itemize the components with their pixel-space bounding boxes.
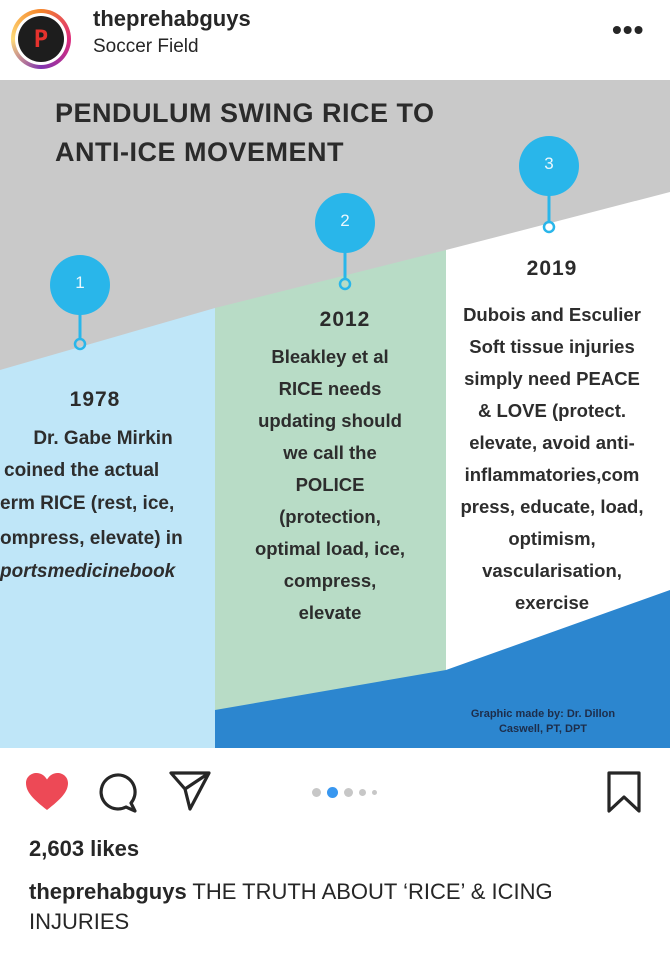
col1-text-line: portsmedicinebook xyxy=(0,561,176,582)
caption-text: THE TRUTH ABOUT ‘RICE’ & ICING INJURIES xyxy=(29,879,553,934)
carousel-dot xyxy=(327,787,338,798)
col2-text-line: Bleakley et al xyxy=(271,346,389,367)
col1-text-line: coined the actual xyxy=(4,460,160,481)
post-image-infographic[interactable] xyxy=(0,80,670,748)
post-username[interactable]: theprehabguys xyxy=(93,6,251,31)
year-2012: 2012 xyxy=(319,308,371,331)
avatar[interactable] xyxy=(18,16,64,62)
carousel-indicator xyxy=(312,787,377,798)
col3-text-line: simply need PEACE xyxy=(464,368,640,389)
more-horizontal-icon[interactable]: ••• xyxy=(612,14,645,45)
col1-text-line: ompress, elevate) in xyxy=(0,528,183,549)
carousel-dot xyxy=(344,788,353,797)
col2-text-line: (protection, xyxy=(279,506,381,527)
col2-text-line: compress, xyxy=(283,570,377,591)
post-header xyxy=(0,0,670,80)
col1-text-line: erm RICE (rest, ice, xyxy=(0,493,175,514)
col1-text-line: Dr. Gabe Mirkin xyxy=(33,428,173,449)
col3-text-line: elevate, avoid anti- xyxy=(469,432,635,453)
heart-filled-icon[interactable] xyxy=(25,772,69,812)
carousel-dot xyxy=(359,789,366,796)
caption-username[interactable]: theprehabguys xyxy=(29,879,187,904)
year-2019: 2019 xyxy=(526,257,578,280)
infographic-title-line1: PENDULUM SWING RICE TO xyxy=(55,98,435,128)
col3-text-line: Dubois and Esculier xyxy=(463,304,641,325)
post-action-bar xyxy=(0,748,670,838)
carousel-dot xyxy=(312,788,321,797)
credit-line-2: Caswell, PT, DPT xyxy=(498,723,588,735)
col2-text-line: we call the xyxy=(283,442,377,463)
col3-text-line: press, educate, load, xyxy=(460,496,644,517)
avatar-logo-letter: P xyxy=(33,25,49,53)
col2-text-line: optimal load, ice, xyxy=(254,538,406,559)
year-1978: 1978 xyxy=(69,388,121,411)
post-location[interactable]: Soccer Field xyxy=(93,36,199,57)
graphic-credit xyxy=(448,707,638,737)
bookmark-icon[interactable] xyxy=(606,770,642,814)
col3-text-line: & LOVE (protect. xyxy=(477,400,626,421)
col2-text-line: POLICE xyxy=(295,474,365,495)
credit-line-1: Graphic made by: Dr. Dillon xyxy=(470,708,616,720)
col3-text-line: vascularisation, xyxy=(482,560,622,581)
col3-text-line: Soft tissue injuries xyxy=(469,336,635,357)
col2-text-line: elevate xyxy=(298,602,362,623)
col2-text-line: RICE needs xyxy=(278,378,382,399)
col3-text-line: inflammatories,com xyxy=(464,464,640,485)
comment-icon[interactable] xyxy=(97,772,139,814)
infographic-title-line2: ANTI-ICE MOVEMENT xyxy=(55,137,344,167)
send-icon[interactable] xyxy=(168,770,212,812)
col3-text-line: exercise xyxy=(514,592,590,613)
col2-text-line: updating should xyxy=(258,410,402,431)
carousel-dot xyxy=(372,790,377,795)
likes-count[interactable]: 2,603 likes xyxy=(29,836,140,861)
col3-text-line: optimism, xyxy=(508,528,596,549)
marker-1-label: 1 xyxy=(75,273,85,292)
marker-2-label: 2 xyxy=(340,211,350,230)
marker-3-label: 3 xyxy=(544,154,554,173)
post-caption xyxy=(29,877,649,937)
